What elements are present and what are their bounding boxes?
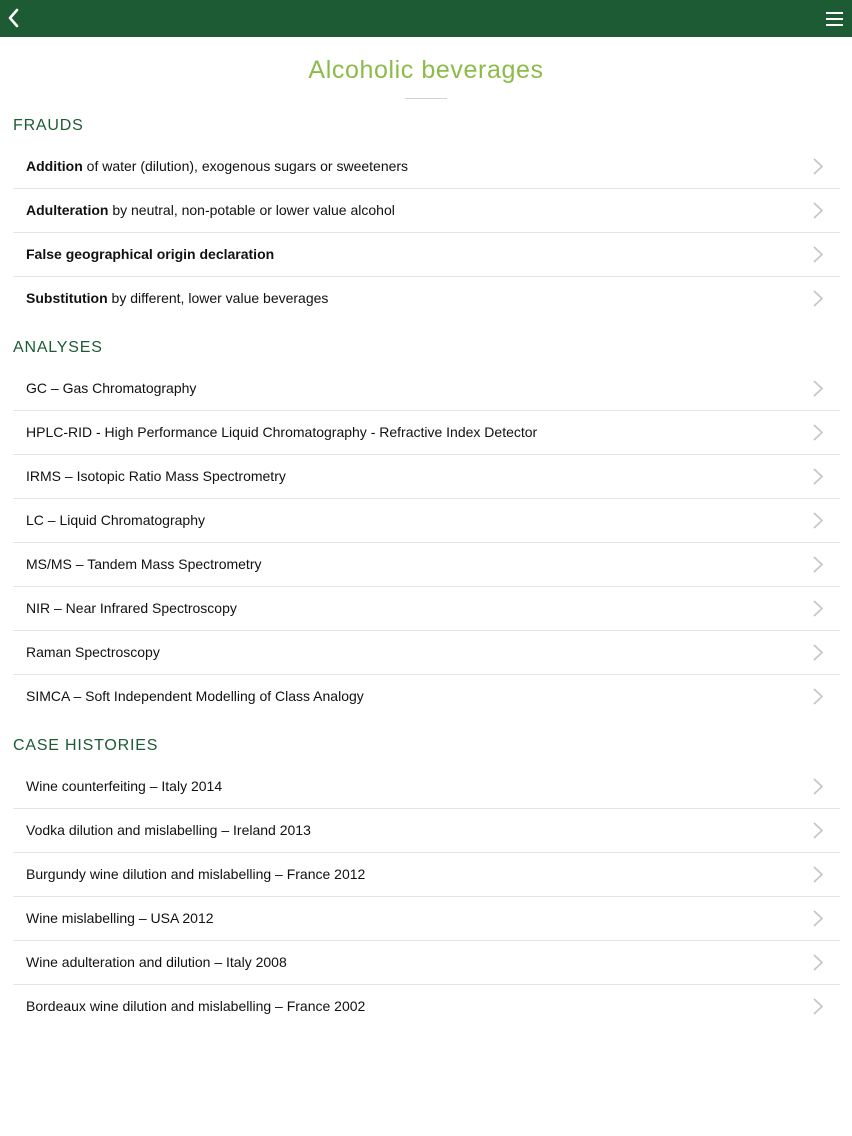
list-item[interactable] — [13, 985, 840, 1028]
menu-button[interactable] — [824, 8, 846, 30]
chevron-right-icon — [812, 953, 824, 972]
list-item[interactable] — [13, 277, 840, 320]
item-label: SIMCA – Soft Independent Modelling of Class Analogy — [26, 688, 364, 704]
list-item[interactable] — [13, 543, 840, 587]
item-label: Raman Spectroscopy — [26, 644, 160, 660]
item-bold-label: Adulteration — [26, 202, 109, 218]
list-item[interactable] — [13, 499, 840, 543]
section-heading-analyses: ANALYSES — [13, 339, 103, 356]
title-divider — [405, 98, 447, 99]
chevron-right-icon — [812, 289, 824, 308]
item-bold-label: Substitution — [26, 290, 108, 306]
item-label: MS/MS – Tandem Mass Spectrometry — [26, 556, 262, 572]
chevron-left-icon — [2, 4, 28, 32]
item-label: Burgundy wine dilution and mislabelling – France 2012 — [26, 866, 366, 882]
list-item[interactable] — [13, 897, 840, 941]
chevron-right-icon — [812, 687, 824, 706]
frauds-list — [13, 145, 840, 320]
list-item[interactable] — [13, 765, 840, 809]
chevron-right-icon — [812, 865, 824, 884]
list-item[interactable] — [13, 367, 840, 411]
chevron-right-icon — [812, 511, 824, 530]
chevron-right-icon — [812, 909, 824, 928]
chevron-right-icon — [812, 821, 824, 840]
chevron-right-icon — [812, 555, 824, 574]
item-label: of water (dilution), exogenous sugars or sweeteners — [82, 158, 409, 174]
item-bold-label: False geographical origin declaration — [26, 246, 275, 262]
item-bold-label: Addition — [26, 158, 83, 174]
item-label: Wine adulteration and dilution – Italy 2008 — [26, 954, 287, 970]
list-item[interactable] — [13, 189, 840, 233]
chevron-right-icon — [812, 777, 824, 796]
chevron-right-icon — [812, 201, 824, 220]
chevron-right-icon — [812, 423, 824, 442]
list-item[interactable] — [13, 587, 840, 631]
item-label: by neutral, non-potable or lower value alcohol — [108, 202, 395, 218]
item-label: by different, lower value beverages — [107, 290, 329, 306]
list-item[interactable] — [13, 675, 840, 718]
item-label: LC – Liquid Chromatography — [26, 512, 205, 528]
back-button[interactable] — [2, 4, 28, 32]
list-item[interactable] — [13, 233, 840, 277]
case-histories-list — [13, 765, 840, 1028]
analyses-list — [13, 367, 840, 718]
section-heading-frauds: FRAUDS — [13, 117, 84, 134]
list-item[interactable] — [13, 809, 840, 853]
list-item[interactable] — [13, 941, 840, 985]
item-label: Bordeaux wine dilution and mislabelling – France 2002 — [26, 998, 366, 1014]
item-label: Wine counterfeiting – Italy 2014 — [26, 778, 223, 794]
top-navigation-bar — [0, 0, 852, 37]
section-heading-case-histories: CASE HISTORIES — [13, 737, 159, 754]
list-item[interactable] — [13, 145, 840, 189]
chevron-right-icon — [812, 157, 824, 176]
chevron-right-icon — [812, 997, 824, 1016]
item-label: NIR – Near Infrared Spectroscopy — [26, 600, 237, 616]
chevron-right-icon — [812, 467, 824, 486]
chevron-right-icon — [812, 379, 824, 398]
hamburger-menu-icon — [824, 8, 846, 30]
item-label: GC – Gas Chromatography — [26, 380, 197, 396]
chevron-right-icon — [812, 643, 824, 662]
page-title: Alcoholic beverages — [308, 56, 544, 84]
list-item[interactable] — [13, 411, 840, 455]
item-label: Wine mislabelling – USA 2012 — [26, 910, 214, 926]
list-item[interactable] — [13, 631, 840, 675]
item-label: Vodka dilution and mislabelling – Ireland 2013 — [26, 822, 311, 838]
item-label: HPLC-RID - High Performance Liquid Chromatography - Refractive Index Detector — [26, 424, 538, 440]
list-item[interactable] — [13, 455, 840, 499]
list-item[interactable] — [13, 853, 840, 897]
item-label: IRMS – Isotopic Ratio Mass Spectrometry — [26, 468, 286, 484]
chevron-right-icon — [812, 599, 824, 618]
chevron-right-icon — [812, 245, 824, 264]
